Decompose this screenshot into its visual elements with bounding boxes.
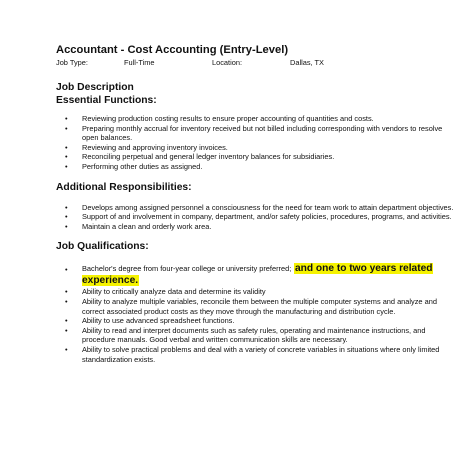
essential-functions-list [56, 114, 454, 172]
bullet-icon: • [65, 152, 68, 162]
job-qualifications-heading: Job Qualifications: [56, 241, 149, 253]
bullet-icon: • [65, 316, 68, 326]
list-item: • Ability to solve practical problems and deal with a variety of concrete variables in situations where only limited standardization exists. [65, 344, 440, 364]
list-item: • Reviewing and approving inventory invoices. [65, 142, 228, 152]
bullet-icon: • [65, 325, 68, 335]
bullet-icon: • [65, 161, 68, 171]
bullet-icon: • [65, 142, 68, 152]
list-item: • Develops among assigned personnel a consciousness for the need for team work to attain department objectives. [65, 202, 454, 212]
job-qualifications-list [56, 263, 454, 364]
job-description-heading: Job Description [56, 82, 134, 93]
additional-responsibilities-list [56, 203, 454, 232]
list-item: • Ability to analyze multiple variables, reconcile them between the multiple computer systems and analyze and correct associated product costs as they move through the manufacturing and distribution cycle. [65, 296, 437, 316]
location-value: Dallas, TX [290, 58, 324, 67]
additional-responsibilities-heading: Additional Responsibilities: [56, 181, 192, 193]
list-item: • Support of and involvement in company, department, and/or safety policies, procedures, programs, and activities. [65, 212, 452, 222]
job-meta-row [56, 58, 454, 68]
list-item: • Bachelor's degree from four-year college or university preferred; and one to two years related experience. [65, 263, 433, 287]
list-item: • Ability to use advanced spreadsheet functions. [65, 316, 235, 326]
essential-functions-heading: Essential Functions: [56, 95, 157, 106]
list-item: • Preparing monthly accrual for inventory received but not billed including corresponding with vendors to resolve open balances. [65, 123, 443, 143]
list-item: • Reviewing production costing results to ensure proper accounting of quantities and costs. [65, 114, 374, 123]
bullet-icon: • [65, 265, 68, 275]
location-label: Location: [212, 58, 242, 67]
list-item: • Reconciling perpetual and general ledger inventory balances for subsidiaries. [65, 152, 335, 162]
bullet-icon: • [65, 287, 68, 297]
bullet-icon: • [65, 221, 68, 231]
job-title: Accountant - Cost Accounting (Entry-Level) [56, 44, 289, 56]
job-type-value: Full-Time [124, 58, 155, 67]
bullet-icon: • [65, 296, 68, 306]
list-item: • Ability to critically analyze data and determine its validity [65, 287, 266, 297]
list-item: • Ability to read and interpret documents such as safety rules, operating and maintenance instructions, and procedure manuals. Good verbal and written communication skills are necessary. [65, 325, 426, 345]
bullet-icon: • [65, 212, 68, 222]
list-item: • Performing other duties as assigned. [65, 161, 203, 171]
bullet-icon: • [65, 123, 68, 133]
bullet-icon: • [65, 344, 68, 354]
bullet-icon: • [65, 202, 68, 212]
job-type-label: Job Type: [56, 58, 88, 67]
list-item: • Maintain a clean and orderly work area. [65, 221, 212, 231]
highlighted-text: and one to two years related experience. [82, 263, 433, 287]
bullet-icon: • [65, 114, 68, 123]
